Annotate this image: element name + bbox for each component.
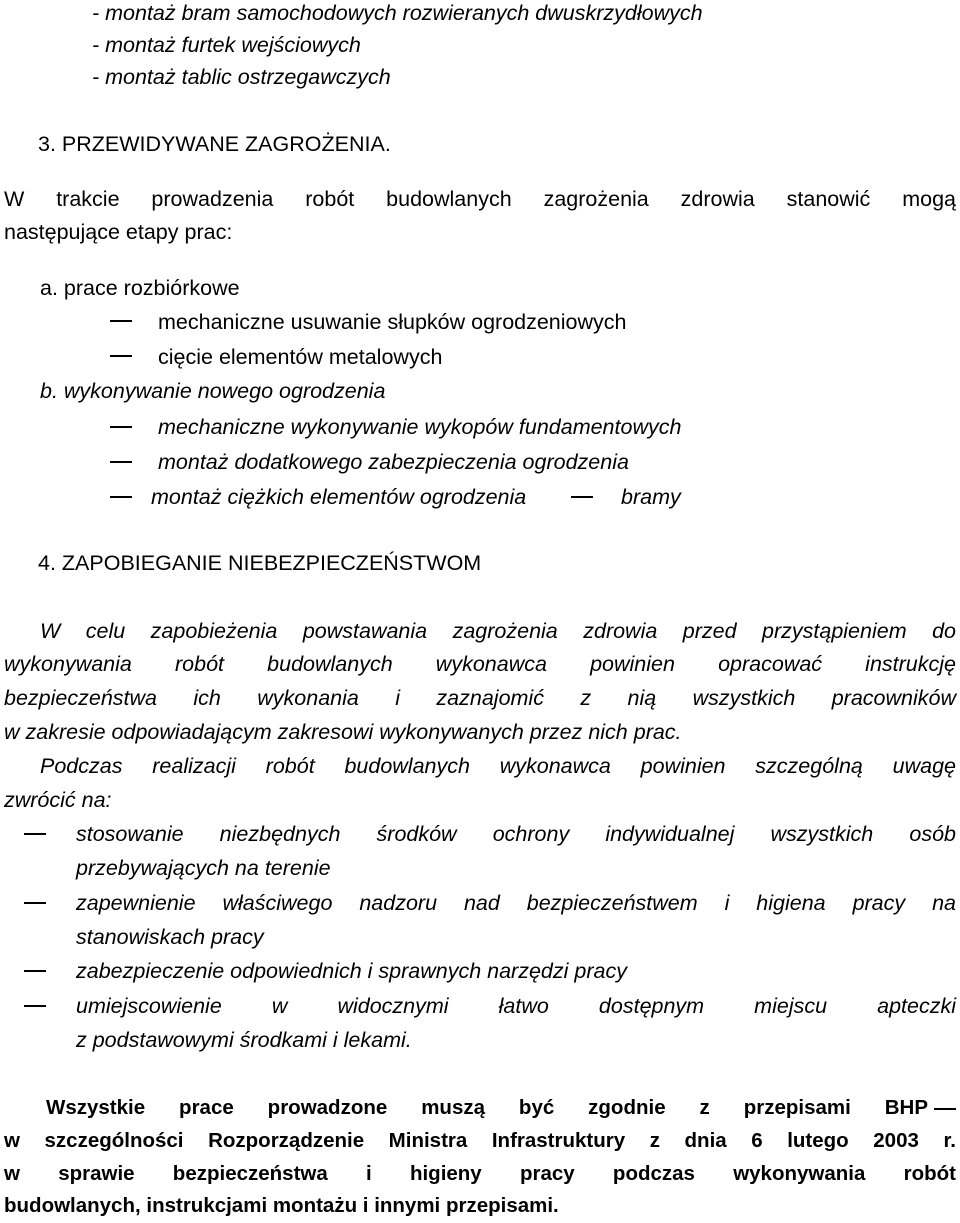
bullet-line: umiejscowienie w widocznymi łatwo dostępnym miejscu apteczki	[76, 994, 956, 1018]
group-a-label: a. prace rozbiórkowe	[40, 276, 240, 300]
intro-list-item: - montaż bram samochodowych rozwieranych dwuskrzydłowych	[92, 1, 703, 25]
paragraph-line: bezpieczeństwa ich wykonania i zaznajomić z nią wszystkich pracowników	[4, 686, 956, 710]
paragraph-line: Podczas realizacji robót budowlanych wykonawca powinien szczególną uwagę	[40, 754, 956, 778]
section-3-intro-line: następujące etapy prac:	[4, 220, 233, 244]
intro-list-item: - montaż furtek wejściowych	[92, 33, 361, 57]
group-a-item: mechaniczne usuwanie słupków ogrodzeniowych	[158, 310, 627, 334]
group-a-item: cięcie elementów metalowych	[158, 345, 443, 369]
bullet-line: z podstawowymi środkami i lekami.	[76, 1028, 412, 1052]
group-b-label: b. wykonywanie nowego ogrodzenia	[40, 379, 386, 403]
section-3-heading: 3. PRZEWIDYWANE ZAGROŻENIA.	[38, 132, 391, 156]
paragraph-line: w zakresie odpowiadającym zakresowi wykonywanych przez nich prac.	[4, 720, 682, 744]
group-b-item: bramy	[621, 485, 681, 509]
paragraph-line: zwrócić na:	[4, 788, 112, 812]
dash-bullet	[110, 426, 132, 428]
dash-bullet	[110, 355, 132, 357]
dash-bullet	[24, 970, 46, 972]
group-b-item: montaż ciężkich elementów ogrodzenia	[151, 485, 527, 509]
group-b-item: montaż dodatkowego zabezpieczenia ogrodzenia	[158, 450, 629, 474]
closing-line: w szczególności Rozporządzenie Ministra Infrastruktury z dnia 6 lutego 2003 r.	[4, 1129, 956, 1152]
closing-line: budowlanych, instrukcjami montażu i innymi przepisami.	[4, 1194, 559, 1217]
bullet-line: zabezpieczenie odpowiednich i sprawnych narzędzi pracy	[76, 959, 627, 983]
group-b-item: mechaniczne wykonywanie wykopów fundamentowych	[158, 415, 682, 439]
dash-bullet	[24, 902, 46, 904]
dash-separator	[934, 1108, 956, 1110]
paragraph-line: W celu zapobieżenia powstawania zagrożenia zdrowia przed przystąpieniem do	[40, 619, 956, 643]
section-4-heading: 4. ZAPOBIEGANIE NIEBEZPIECZEŃSTWOM	[38, 551, 482, 575]
dash-bullet	[24, 1005, 46, 1007]
intro-list-item: - montaż tablic ostrzegawczych	[92, 65, 391, 89]
dash-bullet	[110, 320, 132, 322]
dash-bullet	[24, 833, 46, 835]
bullet-line: zapewnienie właściwego nadzoru nad bezpieczeństwem i higiena pracy na	[76, 891, 956, 915]
bullet-line: przebywających na terenie	[76, 856, 331, 880]
paragraph-line: wykonywania robót budowlanych wykonawca powinien opracować instrukcję	[4, 652, 956, 676]
dash-separator	[571, 496, 593, 498]
bullet-line: stosowanie niezbędnych środków ochrony indywidualnej wszystkich osób	[76, 822, 956, 846]
dash-bullet	[110, 496, 132, 498]
dash-bullet	[110, 461, 132, 463]
bullet-line: stanowiskach pracy	[76, 925, 264, 949]
closing-line: w sprawie bezpieczeństwa i higieny pracy podczas wykonywania robót	[4, 1162, 956, 1185]
section-3-intro-line: W trakcie prowadzenia robót budowlanych zagrożenia zdrowia stanowić mogą	[4, 187, 956, 211]
closing-line: Wszystkie prace prowadzone muszą być zgodnie z przepisami BHP	[46, 1096, 928, 1119]
